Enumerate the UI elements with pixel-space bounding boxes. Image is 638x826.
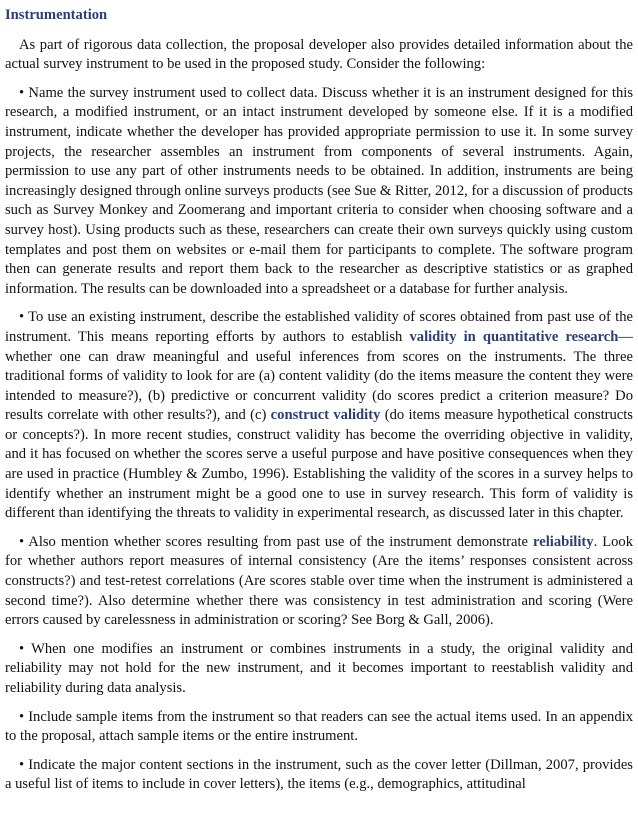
paragraph-validity: [5, 308, 633, 524]
paragraph-intro: As part of rigorous data collection, the proposal developer also provides detailed information about the actual survey instrument to be used in the proposed study. Consider the following:: [5, 36, 633, 73]
term-construct-validity: construct validity: [270, 407, 381, 424]
paragraph-content-sections: • Indicate the major content sections in the instrument, such as the cover letter (Dillman, 2007, provides a useful list of items to include in cover letters), the items (e.g., demographics, attitudinal: [5, 756, 633, 793]
validity-text-part-3: (do items measure hypothetical constructs or concepts?). In more recent studies, construct validity has become the overriding objective in validity, and it has focused on whether the scores serve a useful purpose and have positive consequences when they are used in practice (Humbley & Zumbo, 1996). Establishing the validity of the scores in a survey helps to identify whether an instrument might be a good one to use in survey research. This form of validity is different than identifying the threats to validity in experimental research, as discussed later in this chapter.: [5, 407, 633, 522]
validity-text-part-2: —whether one can draw meaningful and useful inferences from scores on the instruments. The three traditional forms of validity to look for are (a) content validity (do the items measure the content they were intended to measure?), (b) predictive or concurrent validity (do scores predict a criterion measure? Do results correlate with other results?), and (c): [5, 328, 633, 424]
reliability-text-part-2: . Look for whether authors report measures of internal consistency (Are the items’ responses consistent across constructs?) and test-retest correlations (Are scores stable over time when the instrument is administered a second time?). Also determine whether there was consistency in test administration and scoring (Were errors caused by carelessness in administration or scoring? See Borg & Gall, 2006).: [5, 533, 633, 629]
validity-text-part-1: • To use an existing instrument, describe the established validity of scores obtained from past use of the instrument. This means reporting efforts by authors to establish: [5, 309, 633, 345]
paragraph-name-instrument: • Name the survey instrument used to collect data. Discuss whether it is an instrument designed for this research, a modified instrument, or an intact instrument developed by someone else. If it is a modified instrument, indicate whether the developer has provided appropriate permission to use it. In some survey projects, the researcher assembles an instrument from components of several instruments. Again, permission to use any part of other instruments needs to be obtained. In addition, instruments are being increasingly designed through online surveys products (see Sue & Ritter, 2012, for a discussion of products such as Survey Monkey and Zoomerang and important criteria to consider when choosing software and a survey host). Using products such as these, researchers can create their own surveys quickly using custom templates and post them on websites or e-mail them for participants to complete. The software program then can generate results and report them back to the researcher as descriptive statistics or as graphed information. The results can be downloaded into a spreadsheet or a database for further analysis.: [5, 84, 633, 297]
paragraph-sample-items: • Include sample items from the instrument so that readers can see the actual items used. In an appendix to the proposal, attach sample items or the entire instrument.: [5, 708, 633, 745]
reliability-text-part-1: • Also mention whether scores resulting from past use of the instrument demonstrate: [19, 533, 534, 550]
paragraph-reliability: [5, 533, 633, 631]
term-validity-in-quantitative-research: validity in quantitative research: [409, 328, 619, 345]
term-reliability: reliability: [533, 533, 594, 550]
section-heading: Instrumentation: [5, 7, 108, 23]
paragraph-modifies-instrument: • When one modifies an instrument or combines instruments in a study, the original validity and reliability may not hold for the new instrument, and it becomes important to reestablish validity and reliability during data analysis.: [5, 640, 633, 696]
document-page: [5, 6, 633, 804]
